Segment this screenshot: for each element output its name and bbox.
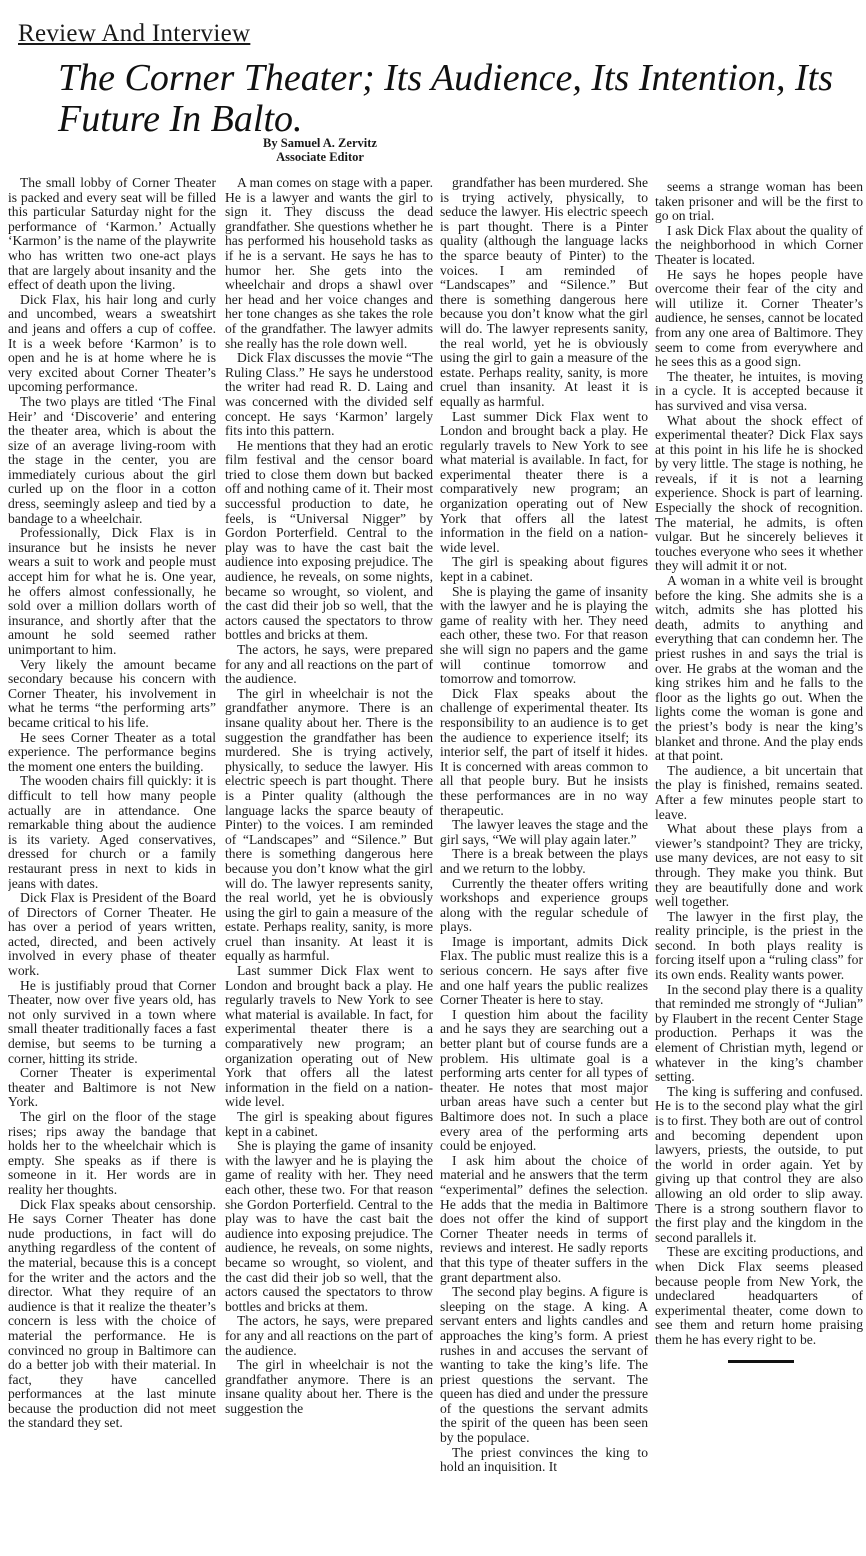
article-paragraph: She is playing the game of insanity with the lawyer and he is playing the game of reality with her. They need each other, these two. For that reason she Gordon Porterfield. Central to the play was to have the cast bait the audience into exposing prejudice. The audience, he reveals, on some nights, became so wrought, so violent, and the cast did their job so well, that the actors caused the spectators to throw bottles and bricks at them. (225, 1138, 433, 1314)
article-paragraph: There is a break between the plays and we return to the lobby. (440, 846, 648, 876)
article-paragraph: The actors, he says, were prepared for any and all reactions on the part of the audience. (225, 1313, 433, 1358)
article-paragraph: These are exciting productions, and when Dick Flax seems pleased because people from New York, the undeclared headquarters of experimental theater, come down to see them and return home praising them he has every right to be. (655, 1244, 863, 1347)
article-paragraph: He mentions that they had an erotic film festival and the censor board tried to close them down but backed off and nothing came of it. Their most successful production to date, he feels, is “Universal Nigger” by Gordon Porterfield. Central to the play was to have the cast bait the audience into exposing prejudice. The audience, he reveals, on some nights, became so wrought, so violent, and the cast did their job so well, that the actors caused the spectators to throw bottles and bricks at them. (225, 437, 433, 643)
article-paragraph: The lawyer in the first play, the reality principle, is the priest in the second. In both plays reality is forcing itself upon a “ruling class” for its own ends. Reality wants power. (655, 908, 863, 983)
article-paragraph: What about the shock effect of experimental theater? Dick Flax says at this point in his life he is shocked by very little. The stage is nothing, he reveals, if it is not a learning experience. Shock is part of learning. Especially the shock of recognition. The material, he admits, is often vulgar. But he sincerely believes it touches everyone who sees it whether they will admit it or not. (655, 412, 863, 574)
article-paragraph: Professionally, Dick Flax is in insurance but he insists he never wears a suit to work and people must accept him for what he is. One year, he offers almost confessionally, he sold over a million dollars worth of insurance, and shortly after that the amount he sold seemed rather unimportant to him. (8, 525, 216, 657)
article-column-2 (225, 176, 433, 1550)
article-paragraph: A man comes on stage with a paper. He is a lawyer and wants the girl to sign it. They discuss the dead grandfather. She questions whether he has performed his household tasks as if he is a servant. He says he has to humor her. She gets into the wheelchair and drops a shawl over her head and her voice changes and her tone changes as she takes the role of the grandfather. The lawyer admits she really has the role down well. (225, 176, 433, 351)
article-paragraph: The girl is speaking about figures kept in a cabinet. (225, 1109, 433, 1139)
article-paragraph: I ask him about the choice of material and he answers that the term “experimental” defines the selection. He adds that the media in Baltimore does not offer the kind of support Corner Theater needs in terms of reviews and interest. He sadly reports that this type of theater suffers in the grant department also. (440, 1152, 648, 1285)
article-paragraph: Dick Flax, his hair long and curly and uncombed, wears a sweatshirt and jeans and offers a cup of coffee. It is a week before ‘Karmon’ is to open and he is at home where he is very excited about Corner Theater’s upcoming performance. (8, 291, 216, 395)
article-paragraph: Currently the theater offers writing workshops and experience groups along with the regular schedule of plays. (440, 875, 648, 935)
page-title: The Corner Theater; Its Audience, Its Intention, Its Future In Balto. (58, 57, 834, 140)
article-column-3 (440, 176, 648, 1550)
article-paragraph: He says he hopes people have overcome their fear of the city and will utilize it. Corner Theater’s audience, he senses, cannot be located from any one area of Baltimore. They seem to come from everywhere and he sees this as a good sign. (655, 266, 863, 370)
article-paragraph: seems a strange woman has been taken prisoner and will be the first to go on trial. (655, 180, 863, 224)
article-paragraph: The king is suffering and confused. He is to the second play what the girl is to first. They both are out of control and becoming dependent upon lawyers, priests, the outside, to put the world in order again. Yet by giving up that control they are also allowing an old order to slip away. There is a strong southern flavor to the first play and the kingdom in the second parallels it. (655, 1083, 863, 1245)
section-kicker: Review And Interview (18, 20, 251, 47)
article-paragraph: Image is important, admits Dick Flax. The public must realize this is a serious concern. He says after five and one half years the public realizes Corner Theater is here to stay. (440, 933, 648, 1008)
article-paragraph: Corner Theater is experimental theater and Baltimore is not New York. (8, 1065, 216, 1110)
article-column-4 (655, 180, 863, 1348)
article-paragraph: A woman in a white veil is brought before the king. She admits she is a witch, admits she has plotted his death, admits to anything and everything that can condemn her. The priest rushes in and says the trial is over. He grabs at the woman and the king strikes him and he falls to the floor as the lights go out. When the lights come the woman is gone and the priest’s body is near the king’s blanket and throne. And the play ends at that point. (655, 573, 863, 764)
article-paragraph: Dick Flax speaks about censorship. He says Corner Theater has done nude productions, in fact will do anything regardless of the content of the material, because this is a concept for the writer and the actors and the director. What they require of an audience is that it realize the theater’s concern is less with the choice of material the performance. He is convinced no group in Baltimore can do a better job with their material. In fact, they have cancelled performances at the last minute because the production did not meet the standard they set. (8, 1196, 216, 1431)
byline-name: By Samuel A. Zervitz (263, 136, 377, 150)
article-paragraph: The two plays are titled ‘The Final Heir’ and ‘Discoverie’ and entering the theater area, which is about the size of an average living-room with the stage in the center, you are immediately curious about the girl curled up on the floor in a cotton dress, seemingly asleep and tied by a bandage to a wheelchair. (8, 393, 216, 526)
article-paragraph: Dick Flax discusses the movie “The Ruling Class.” He says he understood the writer had read R. D. Laing and was concerned with the divided self concept. He says ‘Karmon’ largely fits into this pattern. (225, 350, 433, 439)
article-column-1 (8, 176, 216, 1550)
byline (250, 136, 390, 164)
article-paragraph: What about these plays from a viewer’s standpoint? They are tricky, use many devices, are not easy to sit through. They make you think. But they are beautifully done and work well together. (655, 821, 863, 910)
article-paragraph: Very likely the amount became secondary because his concern with Corner Theater, his involvement in what he terms “the performing arts” became critical to his life. (8, 656, 216, 730)
article-paragraph: Dick Flax speaks about the challenge of experimental theater. Its responsibility to an audience is to get the audience to experience itself; its interior self, the part of itself it hides. It is concerned with areas common to all that people bury. But he insists these performances are in no way therapeutic. (440, 685, 648, 818)
article-paragraph: The small lobby of Corner Theater is packed and every seat will be filled this particular Saturday night for the performance of ‘Karmon.’ Actually ‘Karmon’ is the name of the playwrite who has written two one-act plays that are largely about insanity and the effect of death upon the living. (8, 176, 216, 293)
article-paragraph: The wooden chairs fill quickly: it is difficult to tell how many people actually are in attendance. One remarkable thing about the audience is its variety. Aged conservatives, dressed for church or a family restaurant press in next to kids in jeans with dates. (8, 773, 216, 891)
article-paragraph: The priest convinces the king to hold an inquisition. It (440, 1444, 648, 1475)
article-paragraph: The theater, he intuites, is moving in a cycle. It is accepted because it has survived and visa versa. (655, 368, 863, 413)
article-paragraph: The second play begins. A figure is sleeping on the stage. A king. A servant enters and lights candles and approaches the king’s form. A priest rushes in and accuses the servant of wanting to take the king’s life. The priest questions the servant. The queen has died and under the pressure of the questions the servant admits the spirit of the queen has been seen by the populace. (440, 1284, 648, 1446)
article-paragraph: Last summer Dick Flax went to London and brought back a play. He regularly travels to New York to see what material is available. In fact, for experimental theater there is a comparatively new program; an organization operating out of New York that offers all the latest information in the field on a nation-wide level. (225, 963, 433, 1110)
article-paragraph: The lawyer leaves the stage and the girl says, “We will play again later.” (440, 817, 648, 847)
article-paragraph: She is playing the game of insanity with the lawyer and he is playing the game of reality with her. They need each other, these two. For that reason she will sign no papers and the game will continue tomorrow and tomorrow and tomorrow. (440, 583, 648, 687)
article-paragraph: Last summer Dick Flax went to London and brought back a play. He regularly travels to New York to see what material is available. In fact, for experimental theater there is a comparatively new program; an organization operating out of New York that offers all the latest information in the field on a nation-wide level. (440, 408, 648, 555)
article-paragraph: I ask Dick Flax about the quality of the neighborhood in which Corner Theater is located. (655, 222, 863, 267)
article-paragraph: The girl in wheelchair is not the grandfather anymore. There is an insane quality about her. There is the suggestion the (225, 1357, 433, 1416)
article-paragraph: grandfather has been murdered. She is trying actively, physically, to seduce the lawyer. His electric speech is part thought. There is a Pinter quality (although the language lacks the sparce beauty of Pinter) to the voices. I am reminded of “Landscapes” and “Silence.” But there is something dangerous here because you don’t know what the girl will do. The lawyer represents sanity, the real world, yet he is obviously using the girl to gain a measure of the estate. Perhaps reality, sanity, is more cruel than insanity. At least it is equally as harmful. (440, 176, 648, 409)
article-paragraph: He sees Corner Theater as a total experience. The performance begins the moment one enters the building. (8, 729, 216, 774)
article-paragraph: The actors, he says, were prepared for any and all reactions on the part of the audience. (225, 642, 433, 687)
article-paragraph: The girl is speaking about figures kept in a cabinet. (440, 554, 648, 585)
article-paragraph: He is justifiably proud that Corner Theater, now over five years old, has not only survived in a town where small theater traditionally faces a fast demise, but seems to be turning a corner, hitting its stride. (8, 977, 216, 1066)
article-paragraph: I question him about the facility and he says they are searching out a better plant but of course funds are a problem. His ultimate goal is a performing arts center for all types of theater. He notes that most major urban areas have such a center but Baltimore does not. In such a place every area of the performing arts could be enjoyed. (440, 1006, 648, 1154)
article-paragraph: The audience, a bit uncertain that the play is finished, remains seated. After a few minutes people start to leave. (655, 762, 863, 822)
byline-title: Associate Editor (276, 150, 364, 164)
article-paragraph: Dick Flax is President of the Board of Directors of Corner Theater. He has over a period of years written, acted, directed, and been actively involved in every phase of theater work. (8, 890, 216, 979)
article-paragraph: In the second play there is a quality that reminded me strongly of “Julian” by Flaubert in the recent Center Stage production. Perhaps it was the element of Christian myth, legend or whatever in the king’s chamber setting. (655, 981, 863, 1085)
end-rule (728, 1360, 794, 1363)
article-paragraph: The girl in wheelchair is not the grandfather anymore. There is an insane quality about her. There is the suggestion the grandfather has been murdered. She is trying actively, physically, to seduce the lawyer. His electric speech is part thought. There is a Pinter quality (although the language lacks the sparce beauty of Pinter) to the voices. I am reminded of “Landscapes” and “Silence.” But there is something dangerous here because you don’t know what the girl will do. The lawyer represents sanity, the real world, yet he is obviously using the girl to gain a measure of the estate. Perhaps reality, sanity, is more cruel than insanity. At least it is equally as harmful. (225, 685, 433, 964)
article-paragraph: The girl on the floor of the stage rises; rips away the bandage that holds her to the wheelchair which is empty. She speaks as if there is someone in it. Her words are in reality her thoughts. (8, 1109, 216, 1197)
